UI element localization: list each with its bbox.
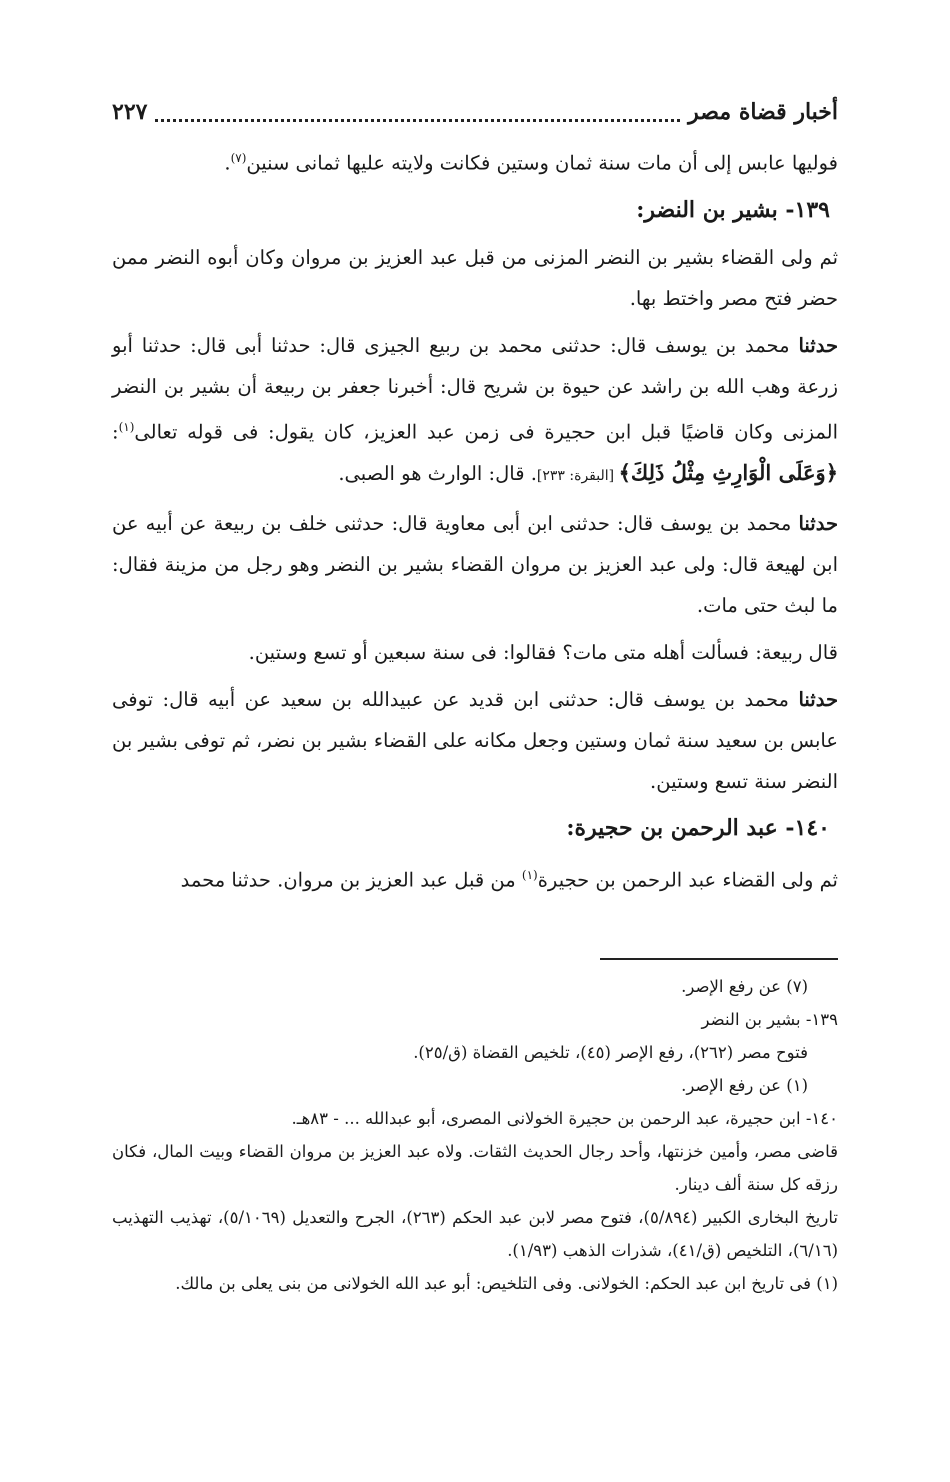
page-number: ٢٢٧ [112,99,148,125]
hadith-1-colon: : [112,420,119,443]
entry-140-end: من قبل عبد العزيز بن مروان. حدثنا محمد [180,868,522,892]
quran-reference: [البقرة: ٢٣٣] [536,468,619,484]
paragraph-rabia: قال ربيعة: فسألت أهله متى مات؟ فقالوا: فى سنة سبعين أو تسع وستين. [248,641,838,664]
paragraph-hadith-1 [112,325,838,498]
opening-end: . [224,151,231,175]
page-header [112,92,838,132]
footnote-7: (٧) عن رفع الإصر. [681,977,808,996]
footnote-ref-1b: (١) [521,868,538,882]
entry-heading-139: ١٣٩- بشير بن النضر: [636,196,830,223]
opening-text: فوليها عابس إلى أن مات سنة ثمان وستين فكانت ولايته عليها ثمانى سنين [246,151,838,175]
footnote-140-title: ١٤٠- ابن حجيرة، عبد الرحمن بن حجيرة الخولانى المصرى، أبو عبدالله ... - ٨٣هـ. [291,1109,838,1128]
paragraph-opening [112,138,838,184]
footnote-140-bio: قاضى مصر، وأمين خزنتها، وأحد رجال الحديث الثقات. ولاه عبد العزيز بن مروان القضاء وبيت المال، فكان رزقه كل سنة ألف دينار. [112,1142,838,1194]
hadith-1-end: . قال: الوارث هو الصبى. [338,462,537,485]
header-dot-leader [155,119,680,122]
running-title: أخبار قضاة مصر [688,99,838,125]
paragraph-hadith-3 [112,679,838,802]
paragraph-139-intro: ثم ولى القضاء بشير بن النضر المزنى من قبل عبد العزيز بن مروان وكان أبوه النضر ممن حضر فتح مصر واختط بها. [112,245,838,310]
paragraph-hadith-2 [112,503,838,626]
entry-heading-140: ١٤٠- عبد الرحمن بن حجيرة: [566,815,830,841]
main-text [112,138,838,907]
lead-word: حدثنا [798,333,838,357]
footnote-140-note-1: (١) فى تاريخ ابن عبد الحكم: الخولانى. وفى التلخيص: أبو عبد الله الخولانى من بنى يعلى بن مالك. [175,1274,838,1293]
footnote-139-note-1: (١) عن رفع الإصر. [681,1076,808,1095]
entry-140-start: ثم ولى القضاء عبد الرحمن بن حجيرة [537,868,838,892]
paragraph-140-intro [112,855,838,901]
footnote-140-sources: تاريخ البخارى الكبير (٥/٨٩٤)، فتوح مصر لابن عبد الحكم (٢٦٣)، الجرح والتعديل (٥/١٠٦٩)، تهذيب التهذيب (٦/١٦)، التلخيص (ق/٤١)، شذرات الذهب (١/٩٣). [112,1208,838,1260]
footnote-139-title: ١٣٩- بشير بن النضر [701,1010,838,1029]
footnote-ref-1: (١) [118,419,135,434]
quran-verse: ﴿وَعَلَى الْوَارِثِ مِثْلُ ذَلِكَ﴾ [618,460,838,485]
footnote-139-sources: فتوح مصر (٢٦٢)، رفع الإصر (٤٥)، تلخيص القضاة (ق/٢٥). [413,1043,808,1062]
hadith-2-text: محمد بن يوسف قال: حدثنى ابن أبى معاوية قال: حدثنى خلف بن ربيعة عن أبيه عن ابن لهيعة قال: ولى عبد العزيز بن مروان القضاء بشير بن النضر وهو رجل من مزينة فقال: ما لبث حتى مات. [112,512,838,617]
hadith-1-text: محمد بن يوسف قال: حدثنى محمد بن ربيع الجيزى قال: حدثنا أبى قال: حدثنا أبو زرعة وهب الله بن راشد عن حيوة بن شريح قال: أخبرنا جعفر بن ربيعة أن بشير بن النضر المزنى وكان قاضيًا قبل ابن حجيرة فى زمن عبد العزيز، كان يقول: فى قوله تعالى [112,333,838,443]
footnote-ref-7: (٧) [230,151,247,165]
hadith-3-text: محمد بن يوسف قال: حدثنى ابن قديد عن عبيدالله بن سعيد عن أبيه قال: توفى عابس بن سعيد سنة ثمان وستين وجعل مكانه على القضاء بشير بن نضر، ثم توفى بشير بن النضر سنة تسع وستين. [112,688,838,793]
footnotes [112,970,838,1300]
footnote-separator [600,958,838,960]
lead-word: حدثنا [798,512,838,535]
lead-word: حدثنا [798,688,838,711]
